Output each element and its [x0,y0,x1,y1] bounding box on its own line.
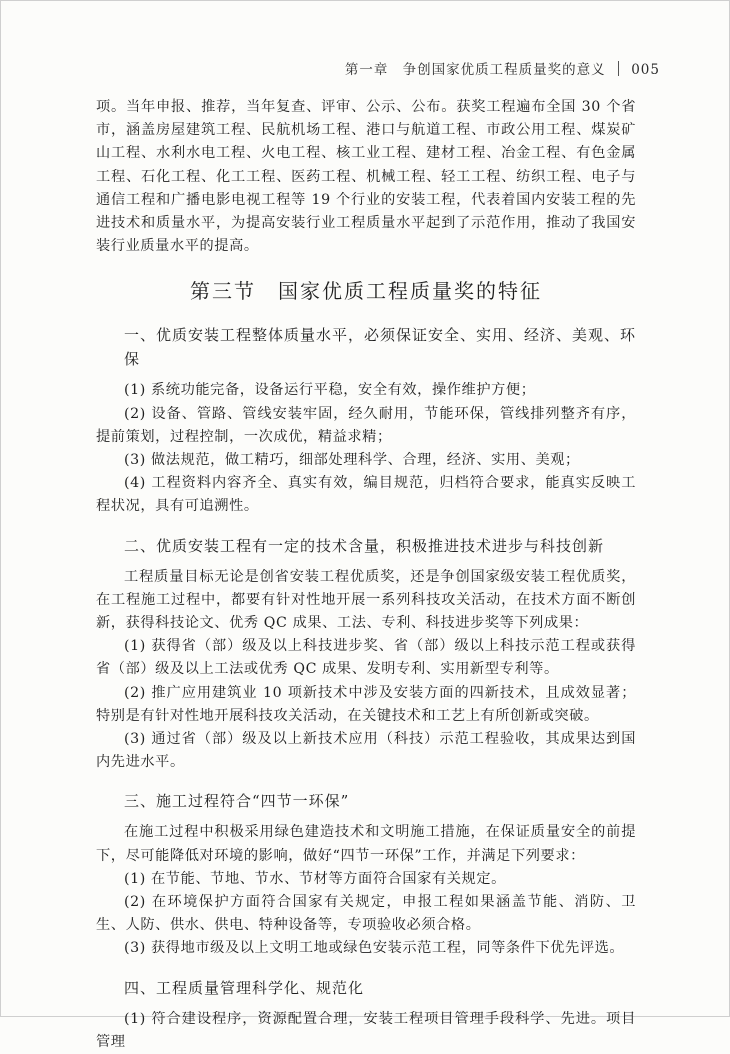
list-item: (3) 通过省（部）级及以上新技术应用（科技）示范工程验收，其成果达到国内先进水平。 [96,731,636,771]
list-item: (1) 获得省（部）级及以上科技进步奖、省（部）级以上科技示范工程或获得省（部）级及以上工法或优秀 QC 成果、发明专利、实用新型专利等。 [96,638,636,678]
list-item: (3) 做法规范，做工精巧，细部处理科学、合理，经济、实用、美观； [124,452,580,469]
section-3 [96,789,636,960]
section-title: 第三节 国家优质工程质量奖的特征 [190,279,542,304]
section-4 [96,976,636,1054]
section-heading: 二、优质安装工程有一定的技术含量，积极推进技术进步与科技创新 [124,536,605,555]
section-1 [96,323,636,518]
section-heading: 三、施工过程符合“四节一环保” [124,792,350,811]
intro-paragraph: 项。当年申报、推荐，当年复查、评审、公示、公布。获奖工程遍布全国 30 个省市，涵盖房屋建筑工程、民航机场工程、港口与航道工程、市政公用工程、煤炭矿山工程、水利水电工程、火电工程、核工业工程、建材工程、冶金工程、有色金属工程、石化工程、化工工程、医药工程、机械工程、轻工工程、纺织工程、电子与通信工程和广播电影电视工程等 19 个行业的安装工程，代表着国内安装工程的先进技术和质量水平，为提高安装行业工程质量水平起到了示范作用，推动了我国安装行业质量水平的提高。 [96,99,636,255]
list-item: (3) 获得地市级及以上文明工地或绿色安装示范工程，同等条件下优先评选。 [124,940,625,957]
list-item: (2) 推广应用建筑业 10 项新技术中涉及安装方面的四新技术，且成效显著；特别是有针对性地开展科技攻关活动，在关键技术和工艺上有所创新或突破。 [96,684,636,724]
list-item: (1) 在节能、节地、节水、节材等方面符合国家有关规定。 [124,870,506,887]
list-item: (1) 系统功能完备，设备运行平稳，安全有效，操作维护方便； [124,382,536,399]
list-item: (2) 在环境保护方面符合国家有关规定，申报工程如果涵盖节能、消防、卫生、人防、供水、供电、特种设备等，专项验收必须合格。 [96,894,636,934]
section-2 [96,534,636,775]
section-intro: 在施工过程中积极采用绿色建造技术和文明施工措施，在保证质量安全的前提下，尽可能降低对环境的影响，做好“四节一环保”工作，并满足下列要求： [96,824,636,864]
list-item: (1) 符合建设程序，资源配置合理，安装工程项目管理手段科学、先进。项目管理 [96,1010,636,1050]
page-number: 005 [631,62,660,78]
list-item: (2) 设备、管路、管线安装牢固，经久耐用，节能环保，管线排列整齐有序，提前策划，过程控制，一次成优，精益求精； [96,405,636,445]
section-heading: 四、工程质量管理科学化、规范化 [124,978,365,997]
section-heading: 一、优质安装工程整体质量水平，必须保证安全、实用、经济、美观、环保 [124,326,637,369]
list-item: (4) 工程资料内容齐全、真实有效，编目规范，归档符合要求，能真实反映工程状况，具有可追溯性。 [96,475,636,515]
header-divider [618,61,619,76]
chapter-label: 第一章 [344,62,389,78]
section-intro: 工程质量目标无论是创省安装工程优质奖，还是争创国家级安装工程优质奖，在工程施工过程中，都要有针对性地开展一系列科技攻关活动，在技术方面不断创新，获得科技论文、优秀 QC 成果、工法、专利、科技进步奖等下列成果： [96,568,636,632]
chapter-title: 争创国家优质工程质量奖的意义 [402,62,606,78]
running-header [345,58,660,78]
page-body [96,96,636,1054]
